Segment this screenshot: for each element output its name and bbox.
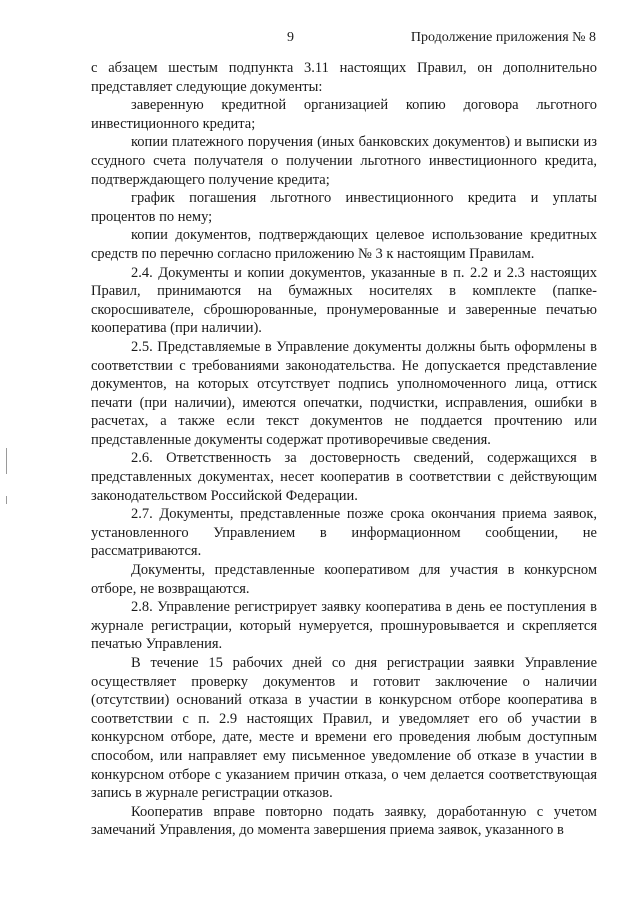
paragraph: Документы, представленные кооперативом для участия в конкурсном отборе, не возвращаются. bbox=[91, 562, 597, 597]
paragraph: В течение 15 рабочих дней со дня регистрации заявки Управление осуществляет проверку документов и готовит заключение о наличии (отсутствии) оснований отказа в участии в конкурсном отборе кооператива в соответствии с п. 2.9 настоящих Правил, и уведомляет его об участии в конкурсном отборе, дате, месте и времени его проведения любым доступным способом, или направляет ему письменное уведомление об отказе в участии в конкурсном отборе с указанием причин отказа, о чем делается соответствующая запись в журнале регистрации отказов. bbox=[91, 655, 597, 802]
paragraph: график погашения льготного инвестиционного кредита и уплаты процентов по нему; bbox=[91, 190, 597, 225]
paragraph: копии платежного поручения (иных банковских документов) и выписки из ссудного счета получателя о получении льготного инвестиционного кредита, подтверждающего получение кредита; bbox=[91, 134, 597, 188]
paragraph: копии документов, подтверждающих целевое использование кредитных средств по перечню согласно приложению № 3 к настоящим Правилам. bbox=[91, 227, 597, 262]
paragraph: заверенную кредитной организацией копию договора льготного инвестиционного кредита; bbox=[91, 97, 597, 132]
scan-mark bbox=[6, 496, 7, 504]
page-number: 9 bbox=[287, 30, 294, 45]
paragraph-2-4: 2.4. Документы и копии документов, указанные в п. 2.2 и 2.3 настоящих Правил, принимаются на бумажных носителях в комплекте (папке-скоросшивателе, сброшюрованные, пронумерованные и заверенные печатью кооператива (при наличии). bbox=[91, 264, 597, 337]
scan-mark bbox=[6, 448, 7, 474]
paragraph: с абзацем шестым подпункта 3.11 настоящих Правил, он дополнительно представляет следующие документы: bbox=[91, 60, 597, 95]
paragraph-2-5: 2.5. Представляемые в Управление документы должны быть оформлены в соответствии с требованиями законодательства. Не допускается представление документов, на которых отсутствует подпись уполномоченного лица, оттиск печати (при наличии), имеются опечатки, подчистки, исправления, ошибки в расчетах, а также если текст документов не поддается прочтению или представленные документы содержат противоречивые сведения. bbox=[91, 338, 597, 448]
paragraph-2-7: 2.7. Документы, представленные позже срока окончания приема заявок, установленного Управлением в информационном сообщении, не рассматриваются. bbox=[91, 506, 597, 560]
paragraph-2-6: 2.6. Ответственность за достоверность сведений, содержащихся в представленных документах, несет кооператив в соответствии с действующим законодательством Российской Федерации. bbox=[91, 450, 597, 504]
paragraph: Кооператив вправе повторно подать заявку, доработанную с учетом замечаний Управления, до момента завершения приема заявок, указанного в bbox=[91, 803, 597, 839]
header-note: Продолжение приложения № 8 bbox=[410, 30, 596, 45]
document-body bbox=[91, 59, 597, 840]
paragraph-2-8: 2.8. Управление регистрирует заявку кооператива в день ее поступления в журнале регистрации, который нумеруется, прошнуровывается и скрепляется печатью Управления. bbox=[91, 599, 597, 653]
